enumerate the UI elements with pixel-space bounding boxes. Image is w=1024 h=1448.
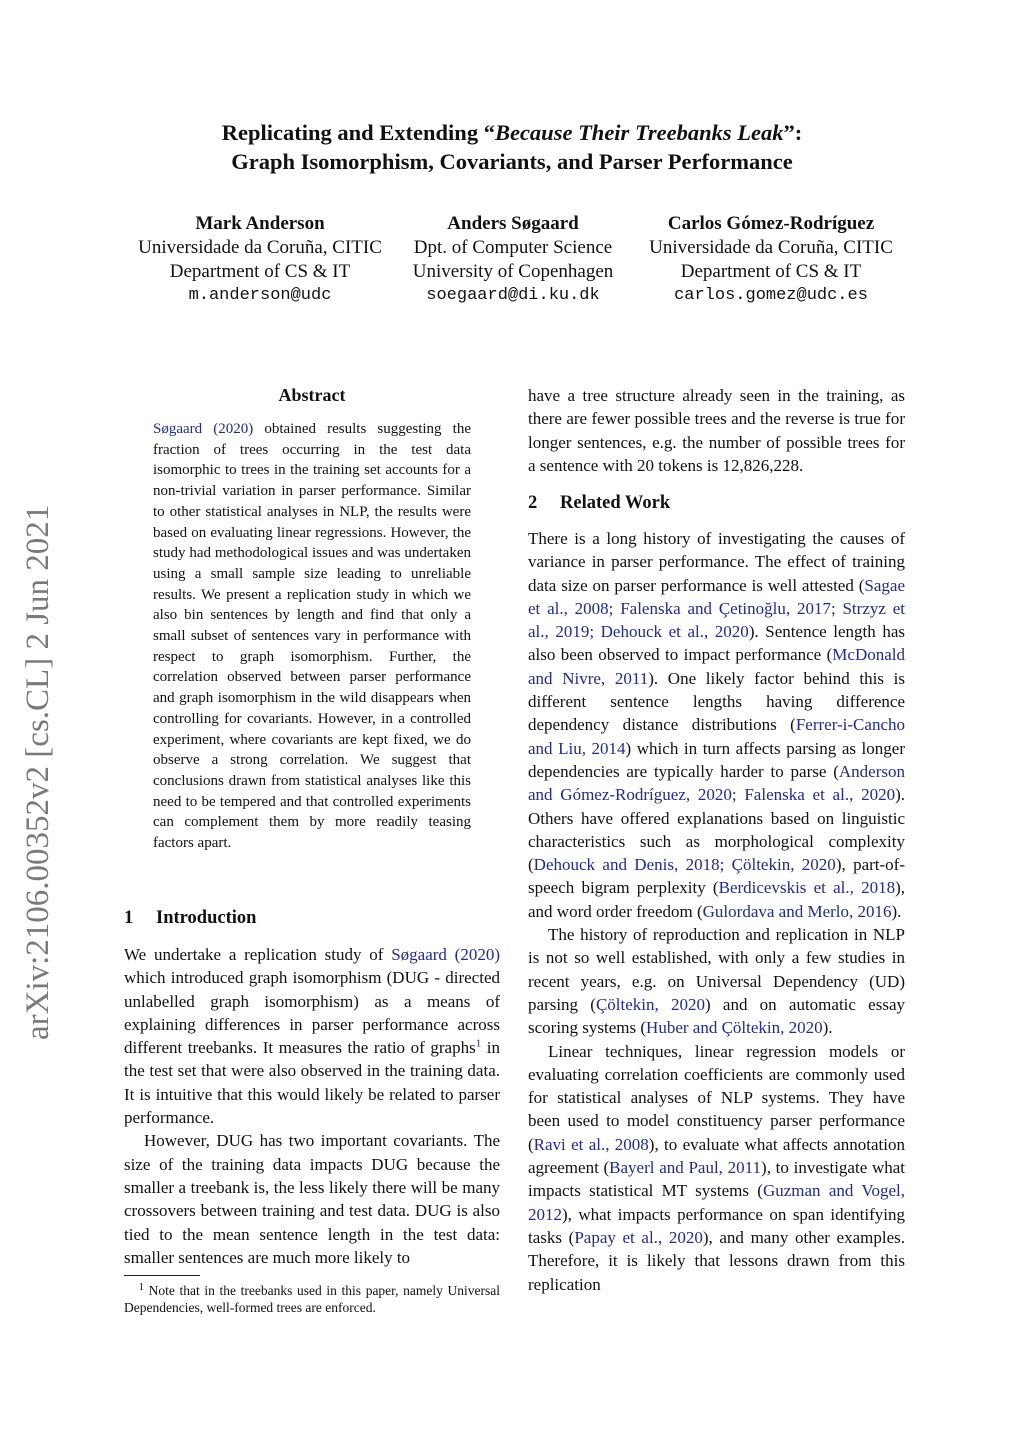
paragraph: There is a long history of investigating the causes of variance in parser performance. The effect of training data size on parser performance is well attested (Sagae et al., 2008; Falenska and Çetinoğlu, 2017; Strzyz et al., 2019; Dehouck et al., 2020). Sentence length has also been observed to impact performance (McDonald and Nivre, 2011). One likely factor behind this is different sentence lengths having difference dependency distance distributions (Ferrer-i-Cancho and Liu, 2014) which in turn affects parsing as longer dependencies are typically harder to parse (Anderson and Gómez-Rodríguez, 2020; Falenska et al., 2020). Others have offered explanations based on linguistic characteristics such as morphological complexity (Dehouck and Denis, 2018; Çöltekin, 2020), part-of-speech bigram perplexity (Berdicevskis et al., 2018), and word order freedom (Gulordava and Merlo, 2016). [528, 529, 905, 921]
author-name: Mark Anderson [195, 213, 325, 234]
introduction-body [124, 943, 500, 1269]
citation-link[interactable]: Anderson and Gómez-Rodríguez, 2020; Falenska et al., 2020 [528, 761, 905, 805]
title-italic-part: Because Their Treebanks Leak [494, 120, 784, 145]
citation-link[interactable]: Bayerl and Paul, 2011 [609, 1158, 762, 1178]
citation-link[interactable]: Huber and Çöltekin, 2020 [646, 1018, 823, 1038]
citation-link[interactable]: Ferrer-i-Cancho and Liu, 2014 [528, 715, 905, 758]
author-affiliation: Dpt. of Computer Science [413, 237, 613, 258]
abstract-body: Søgaard (2020) obtained results suggesting the fraction of trees occurring in the test data isomorphic to trees in the training set accounts for a non-trivial variation in parser performance. Similar to other statistical analyses in NLP, the results were based on evaluating linear regressions. However, the study had methodological issues and was undertaken using a small sample size leading to unreliable results. We present a replication study in which we also bin sentences by length and find that only a small subset of sentences vary in performance with respect to graph isomorphism. Further, the correlation observed between parser performance and graph isomorphism in the wild disappears when controlling for covariants. However, in a controlled experiment, where covariants are kept fixed, we do observe a strong correlation. We suggest that conclusions drawn from statistical analyses like this need to be tempered and that controlled experiments can complement them by more readily teasing factors apart. [153, 421, 471, 852]
author-email: carlos.gomez@udc.es [674, 286, 868, 305]
citation-link[interactable]: Berdicevskis et al., 2018 [718, 878, 896, 898]
author-name: Carlos Gómez-Rodríguez [667, 213, 875, 234]
title-line-2: Graph Isomorphism, Covariants, and Parser Performance [231, 149, 793, 174]
author-name: Anders Søgaard [447, 213, 579, 234]
title-line-1: Replicating and Extending “Because Their Treebanks Leak”: [221, 120, 803, 145]
citation-link[interactable]: Gulordava and Merlo, 2016 [702, 901, 892, 921]
paragraph: have a tree structure already seen in the training, as there are fewer possible trees and the reverse is true for longer sentences, e.g. the number of possible trees for a sentence with 20 tokens is 12,826,228. [528, 386, 905, 475]
paragraph: Linear techniques, linear regression models or evaluating correlation coefficients are commonly used for statistical analyses of NLP systems. They have been used to model constituency parser performance (Ravi et al., 2008), to evaluate what affects annotation agreement (Bayerl and Paul, 2011), to investigate what impacts statistical MT systems (Guzman and Vogel, 2012), what impacts performance on span identifying tasks (Papay et al., 2020), and many other examples. Therefore, it is likely that lessons drawn from this replication [528, 1041, 906, 1294]
paragraph: We undertake a replication study of Søgaard (2020) which introduced graph isomorphism (DUG - directed unlabelled graph isomorphism) as a means of explaining differences in parser performance across different treebanks. It measures the ratio of graphs$^1$ in the test set that were also observed in the training data. It is intuitive that this would likely be related to parser performance. [124, 945, 500, 1128]
citation-link[interactable]: Dehouck and Denis, 2018; Çöltekin, 2020 [533, 855, 836, 875]
related-work-body [528, 527, 905, 1296]
citation-link[interactable]: Guzman and Vogel, 2012 [528, 1181, 905, 1224]
citation-link[interactable]: Ravi et al., 2008 [533, 1134, 649, 1154]
citation-link[interactable]: Çöltekin, 2020 [595, 994, 705, 1014]
author-department: University of Copenhagen [412, 261, 614, 282]
citation-link[interactable]: McDonald and Nivre, 2011 [528, 645, 905, 688]
author-3 [630, 212, 912, 308]
author-1 [122, 212, 398, 308]
section-heading-introduction: 1 Introduction [124, 908, 257, 928]
paragraph: However, DUG has two important covariants. The size of the training data impacts DUG because the smaller a treebank is, the less likely there will be many crossovers between training and test data. DUG is also tied to the mean sentence length in the test data: smaller sentences are much more likely to [124, 1131, 500, 1267]
author-affiliation: Universidade da Coruña, CITIC [138, 237, 382, 258]
section-heading-related-work: 2 Related Work [528, 493, 671, 513]
abstract-heading: Abstract [278, 385, 346, 405]
paper-title [0, 118, 1024, 176]
arxiv-identifier: arXiv:2106.00352v2 [cs.CL] 2 Jun 2021 [20, 504, 56, 1040]
author-email: soegaard@di.ku.dk [426, 286, 600, 305]
citation-link[interactable]: Søgaard (2020) [153, 421, 254, 437]
footnote-marker[interactable]: 1 [475, 1037, 482, 1050]
citation-link[interactable]: Søgaard (2020) [391, 945, 500, 964]
author-2 [398, 212, 628, 308]
citation-link[interactable]: Sagae et al., 2008; Falenska and Çetinoğlu, 2017; Strzyz et al., 2019; Dehouck et al., 2020 [528, 575, 905, 642]
paragraph: The history of reproduction and replication in NLP is not so well established, with only a few studies in recent years, e.g. on Universal Dependency (UD) parsing (Çöltekin, 2020) and on automatic essay scoring systems (Huber and Çöltekin, 2020). [528, 925, 905, 1038]
author-department: Department of CS & IT [169, 261, 351, 282]
footnote-divider [124, 1275, 200, 1276]
author-department: Department of CS & IT [680, 261, 862, 282]
citation-link[interactable]: Papay et al., 2020 [574, 1227, 703, 1247]
footnote: $^1$ Note that in the treebanks used in this paper, namely Universal Dependencies, well-formed trees are enforced. [124, 1280, 500, 1315]
right-column-continuation [528, 384, 905, 477]
author-email: m.anderson@udc [188, 286, 332, 305]
author-affiliation: Universidade da Coruña, CITIC [649, 237, 893, 258]
